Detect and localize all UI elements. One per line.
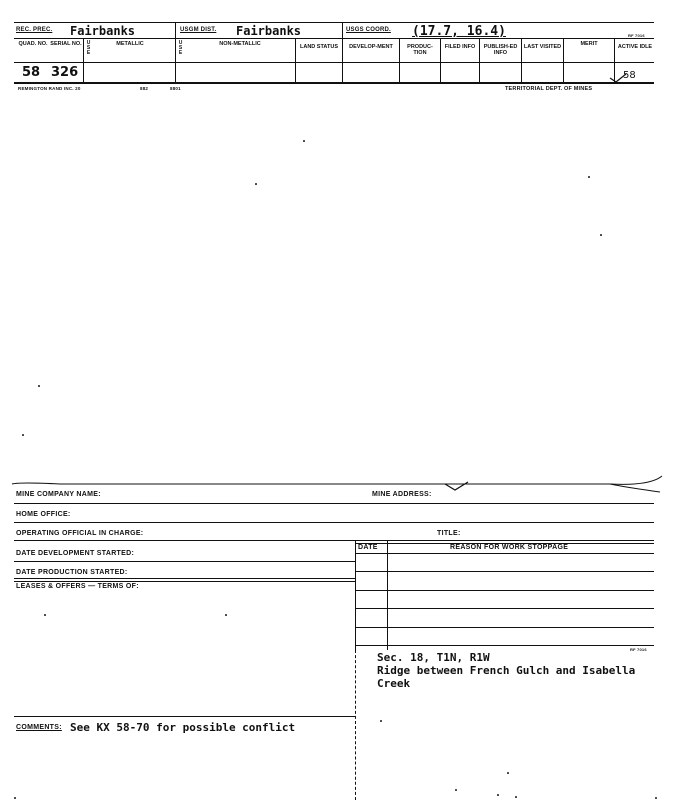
territorial-dept: TERRITORIAL DEPT. OF MINES — [505, 86, 593, 92]
col-use-2: U S E — [178, 40, 183, 56]
leases-offers-label: LEASES & OFFERS — TERMS OF: — [16, 583, 139, 590]
rec-prec-value: Fairbanks — [70, 24, 136, 38]
quad-value: 58 — [22, 65, 41, 80]
usgm-dist-label: USGM DIST. — [180, 27, 217, 33]
check-mark-icon — [608, 70, 628, 84]
date-col-header: DATE — [358, 544, 378, 551]
date-development-label: DATE DEVELOPMENT STARTED: — [16, 550, 135, 557]
date-production-label: DATE PRODUCTION STARTED: — [16, 569, 128, 576]
usgm-dist-value: Fairbanks — [236, 24, 302, 38]
col-last-visited: LAST VISITED — [523, 44, 562, 50]
form-code-bottom: RF 7016 — [630, 647, 647, 652]
col-quad-no: QUAD. NO. — [18, 41, 48, 47]
col-active-idle: ACTIVE IDLE — [617, 44, 653, 50]
active-idle-mark: 58 — [623, 70, 636, 81]
col-land-status: LAND STATUS — [300, 44, 338, 50]
col-filed-info: FILED INFO — [444, 44, 476, 50]
form-code-top: RF 7016 — [628, 33, 645, 38]
col-published-info: PUBLISH-ED INFO — [483, 44, 518, 56]
printer-line: REMINGTON RAND INC. 20 — [18, 86, 81, 91]
mine-company-name-label: MINE COMPANY NAME: — [16, 491, 101, 498]
location-line-3: Creek — [377, 677, 411, 690]
col-production: PRODUC-TION — [407, 44, 433, 56]
col-use-1: U S E — [86, 40, 91, 56]
col-merit: MERIT — [580, 41, 598, 47]
comments-label: COMMENTS: — [16, 724, 62, 731]
operating-official-label: OPERATING OFFICIAL IN CHARGE: — [16, 530, 144, 537]
col-metallic: METALLIC — [116, 41, 144, 47]
col-serial-no: SERIAL NO. — [50, 41, 82, 47]
reason-col-header: REASON FOR WORK STOPPAGE — [450, 544, 569, 551]
comments-value: See KX 58-70 for possible conflict — [70, 721, 296, 734]
rec-prec-label: REC. PREC. — [16, 27, 53, 33]
card-top-edge — [10, 472, 670, 502]
serial-value: 326 — [51, 65, 79, 80]
usgs-coord-label: USGS COORD. — [346, 27, 391, 33]
location-line-2: Ridge between French Gulch and Isabella — [377, 664, 636, 677]
title-label: TITLE: — [437, 530, 461, 537]
printer-code-2: 8801 — [170, 86, 181, 91]
printer-code-1: 882 — [140, 86, 149, 91]
usgs-coord-value: (17.7, 16.4) — [412, 24, 506, 39]
location-line-1: Sec. 18, T1N, R1W — [377, 651, 490, 664]
mine-address-label: MINE ADDRESS: — [372, 491, 432, 498]
col-development: DEVELOP-MENT — [349, 44, 393, 50]
home-office-label: HOME OFFICE: — [16, 511, 71, 518]
col-non-metallic: NON-METALLIC — [219, 41, 261, 47]
